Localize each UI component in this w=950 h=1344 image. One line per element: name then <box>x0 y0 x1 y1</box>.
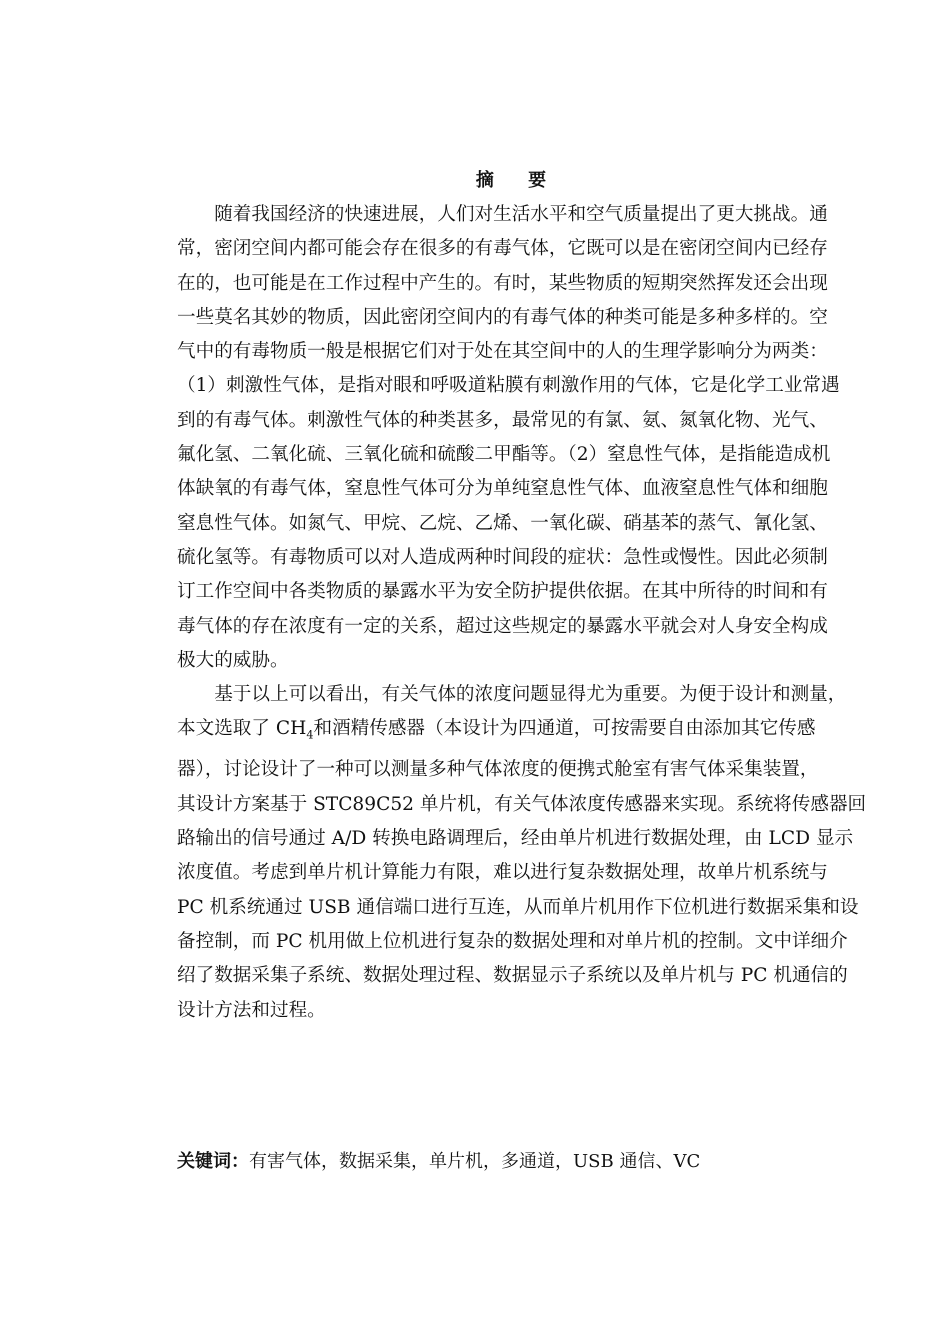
abstract-body <box>177 198 867 1028</box>
text-line: 硫化氢等。有毒物质可以对人造成两种时间段的症状：急性或慢性。因此必须制 <box>177 546 828 568</box>
text-line: （1）刺激性气体，是指对眼和呼吸道粘膜有刺激作用的气体，它是化学工业常遇 <box>177 375 840 397</box>
text-line: 其设计方案基于 STC89C52 单片机，有关气体浓度传感器来实现。系统将传感器回 <box>177 793 867 815</box>
text-line: 在的，也可能是在工作过程中产生的。有时，某些物质的短期突然挥发还会出现 <box>177 272 828 294</box>
text-line: 一些莫名其妙的物质，因此密闭空间内的有毒气体的种类可能是多种多样的。空 <box>177 306 828 328</box>
text-line: 器），讨论设计了一种可以测量多种气体浓度的便携式舱室有害气体采集装置， <box>177 759 819 781</box>
abstract-paragraph-1 <box>177 198 859 678</box>
text-fragment: 和酒精传感器（本设计为四通道，可按需要自由添加其它传感 <box>313 718 816 740</box>
abstract-paragraph-2 <box>177 678 867 1028</box>
text-line: 气中的有毒物质一般是根据它们对于处在其空间中的人的生理学影响分为两类： <box>177 341 828 363</box>
text-fragment: 本文选取了 CH <box>177 718 307 740</box>
text-line: 备控制，而 PC 机用做上位机进行复杂的数据处理和对单片机的控制。文中详细介 <box>177 930 848 952</box>
text-line: 浓度值。考虑到单片机计算能力有限，难以进行复杂数据处理，故单片机系统与 <box>177 862 828 884</box>
text-line: 窒息性气体。如氮气、甲烷、乙烷、乙烯、一氧化碳、硝基苯的蒸气、氰化氢、 <box>177 512 828 534</box>
text-line <box>140 712 859 753</box>
text-line: PC 机系统通过 USB 通信端口进行互连，从而单片机用作下位机进行数据采集和设 <box>177 896 859 918</box>
abstract-title: 摘 要 <box>475 170 561 191</box>
text-line: 氟化氢、二氧化硫、三氧化硫和硫酸二甲酯等。（2）窒息性气体，是指能造成机 <box>177 444 831 466</box>
text-line: 到的有毒气体。刺激性气体的种类甚多，最常见的有氯、氨、氮氧化物、光气、 <box>177 409 828 431</box>
text-line: 路输出的信号通过 A/D 转换电路调理后，经由单片机进行数据处理，由 LCD 显示 <box>177 828 854 850</box>
text-line: 基于以上可以看出，有关气体的浓度问题显得尤为重要。为便于设计和测量， <box>214 684 847 706</box>
text-line: 体缺氧的有毒气体，窒息性气体可分为单纯窒息性气体、血液窒息性气体和细胞 <box>177 478 828 500</box>
text-line: 订工作空间中各类物质的暴露水平为安全防护提供依据。在其中所待的时间和有 <box>177 581 828 603</box>
text-line: 设计方法和过程。 <box>177 999 326 1021</box>
keywords-value: 有害气体，数据采集，单片机，多通道，USB 通信、VC <box>249 1151 701 1172</box>
subscript: 4 <box>306 729 314 743</box>
text-line: 随着我国经济的快速进展，人们对生活水平和空气质量提出了更大挑战。通 <box>214 204 828 225</box>
text-line: 毒气体的存在浓度有一定的关系，超过这些规定的暴露水平就会对人身安全构成 <box>177 615 828 637</box>
keywords-label: 关键词： <box>177 1151 249 1172</box>
text-line: 极大的威胁。 <box>177 649 289 671</box>
keywords-line <box>177 1148 700 1176</box>
text-line: 绍了数据采集子系统、数据处理过程、数据显示子系统以及单片机与 PC 机通信的 <box>177 965 848 987</box>
text-line: 常，密闭空间内都可能会存在很多的有毒气体，它既可以是在密闭空间内已经存 <box>177 238 828 260</box>
